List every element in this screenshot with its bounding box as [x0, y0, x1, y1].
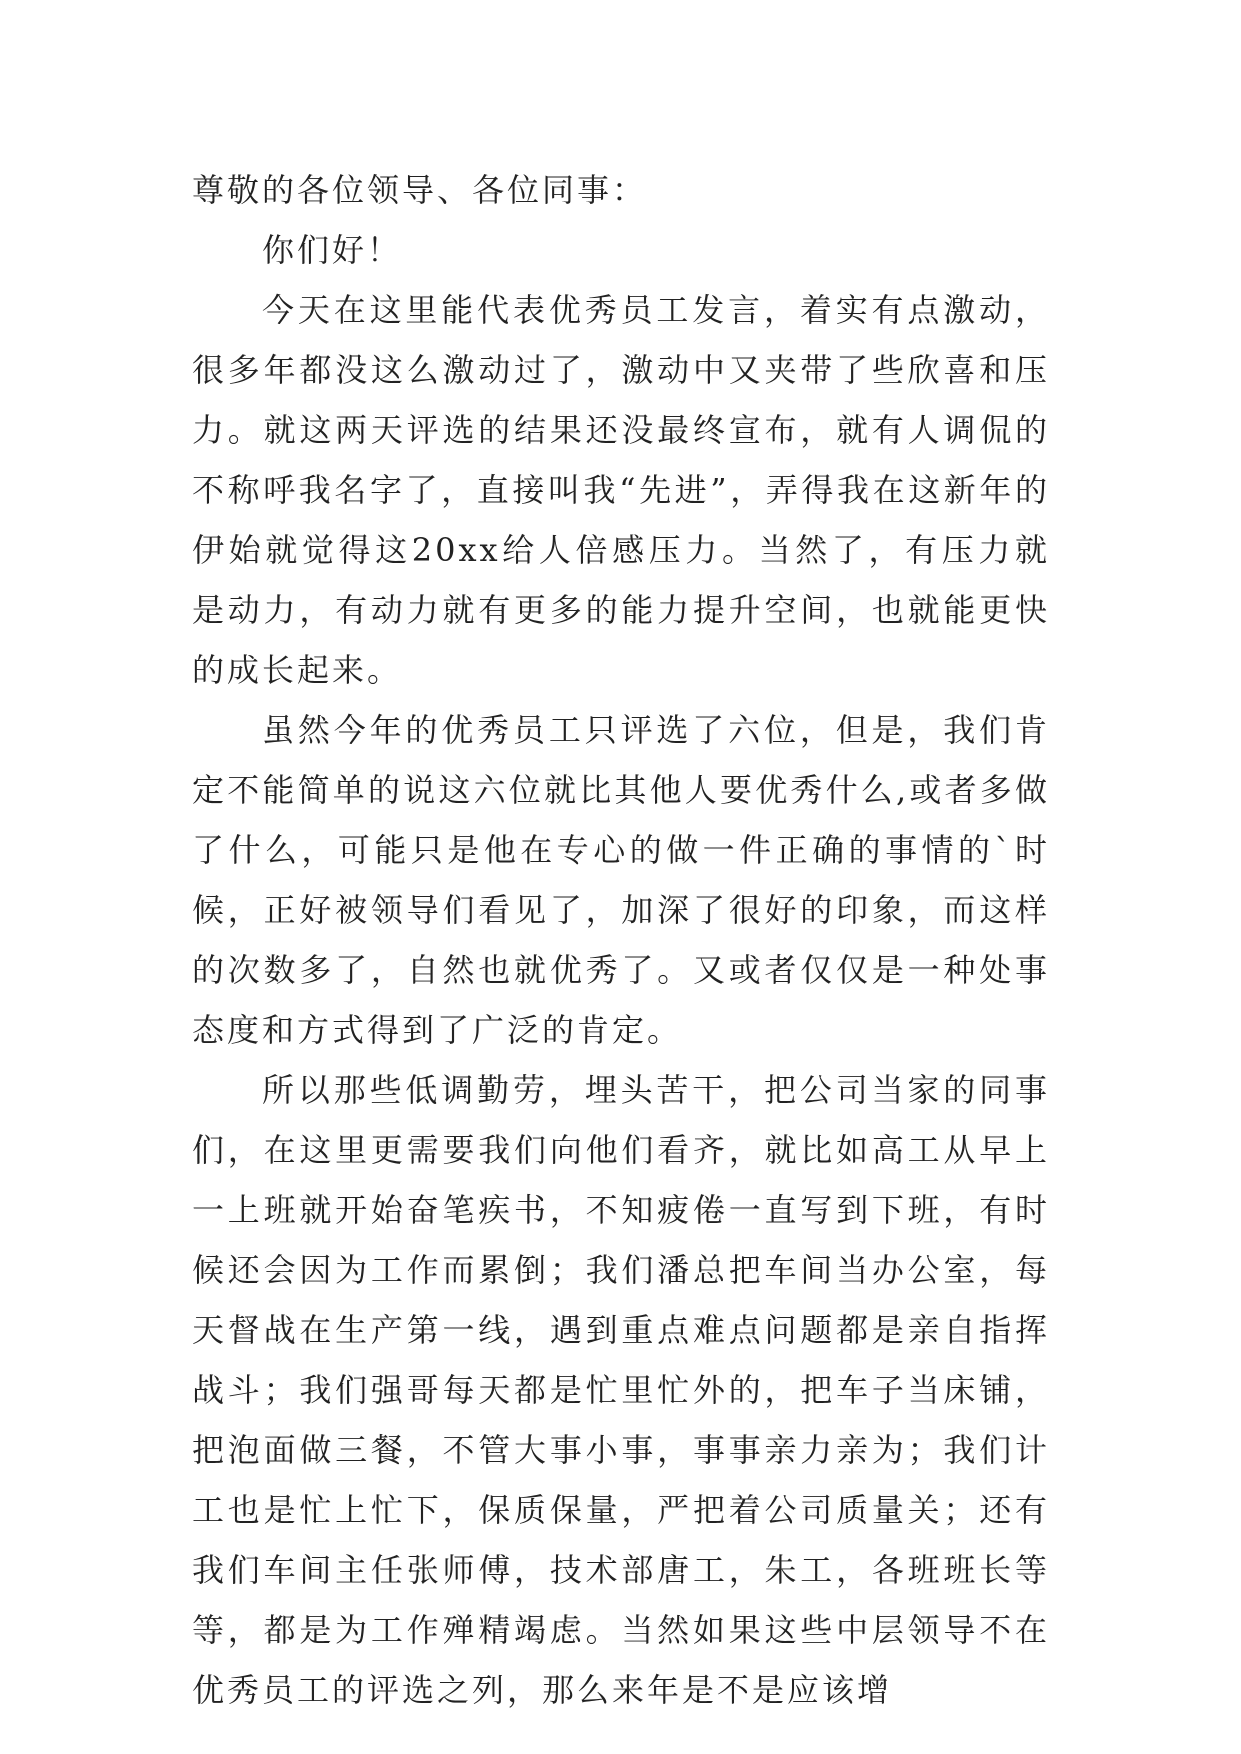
- salutation: 尊敬的各位领导、各位同事：: [192, 171, 648, 209]
- paragraph-excitement: 今天在这里能代表优秀员工发言，着实有点激动，很多年都没这么激动过了，激动中又夹带了些欣喜和压力。就这两天评选的结果还没最终宣布，就有人调侃的不称呼我名字了，直接叫我“先进”，弄得我在这新年的伊始就觉得这20xx给人倍感压力。当然了，有压力就是动力，有动力就有更多的能力提升空间，也就能更快的成长起来。: [192, 291, 1050, 689]
- paragraph-colleagues: 所以那些低调勤劳，埋头苦干，把公司当家的同事们，在这里更需要我们向他们看齐，就比如高工从早上一上班就开始奋笔疾书，不知疲倦一直写到下班，有时候还会因为工作而累倒；我们潘总把车间当办公室，每天督战在生产第一线，遇到重点难点问题都是亲自指挥战斗；我们强哥每天都是忙里忙外的，把车子当床铺，把泡面做三餐，不管大事小事，事事亲力亲为；我们计工也是忙上忙下，保质保量，严把着公司质量关；还有我们车间主任张师傅，技术部唐工，朱工，各班班长等等，都是为工作殚精竭虑。当然如果这些中层领导不在优秀员工的评选之列，那么来年是不是应该增: [192, 1071, 1050, 1709]
- paragraph-six-winners: 虽然今年的优秀员工只评选了六位，但是，我们肯定不能简单的说这六位就比其他人要优秀什么,或者多做了什么，可能只是他在专心的做一件正确的事情的`时候，正好被领导们看见了，加深了很好的印象，而这样的次数多了，自然也就优秀了。又或者仅仅是一种处事态度和方式得到了广泛的肯定。: [192, 711, 1050, 1049]
- greeting-paragraph: 你们好！: [262, 231, 403, 269]
- speech-body: [192, 160, 1050, 1720]
